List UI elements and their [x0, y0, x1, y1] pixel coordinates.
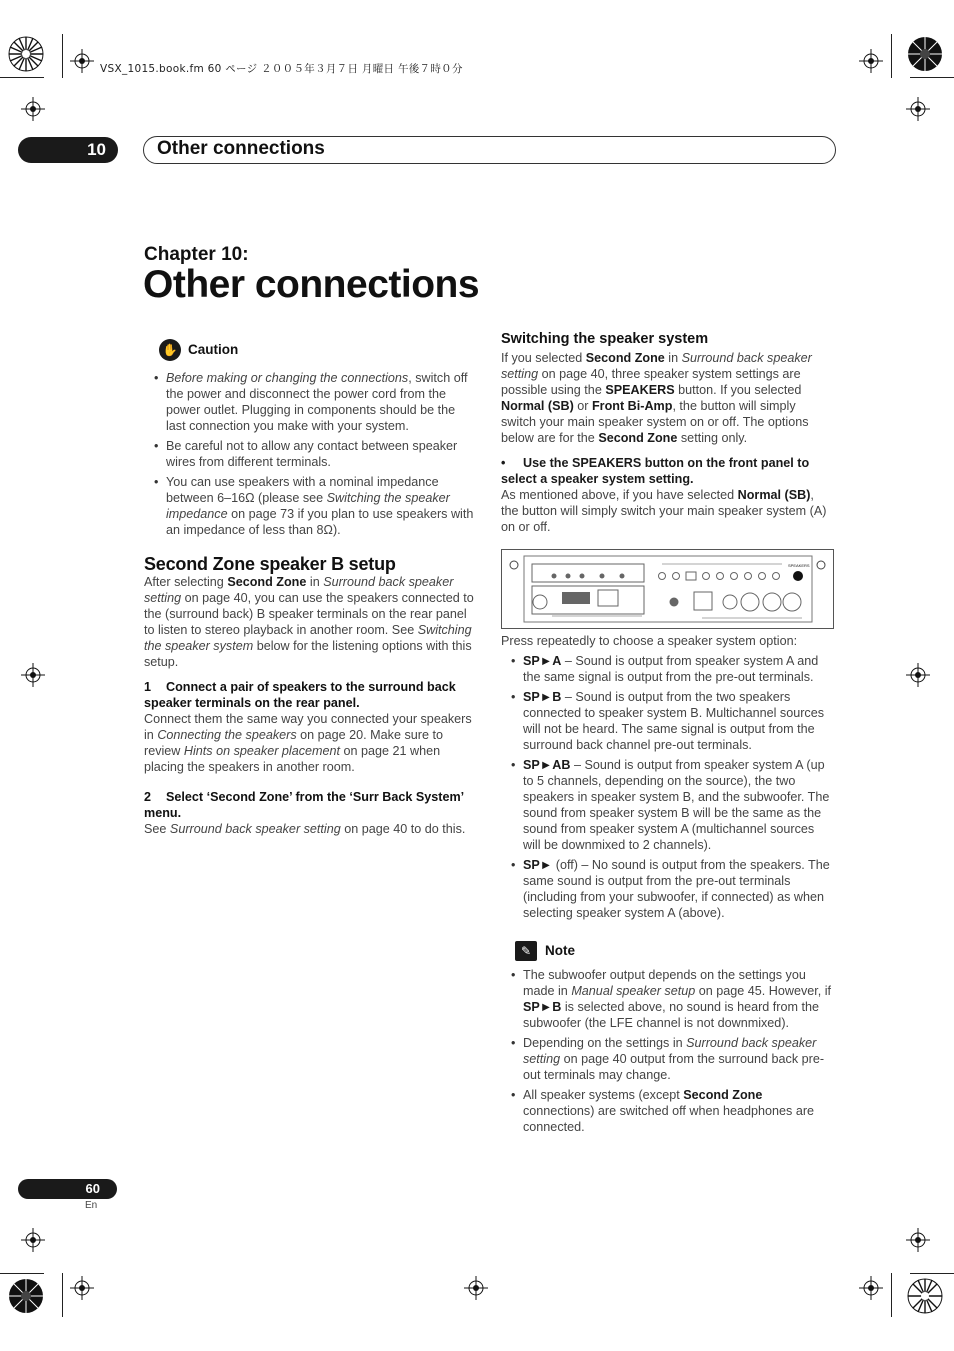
crop-line	[62, 1273, 63, 1317]
page-title: Other connections	[143, 263, 480, 306]
front-panel-drawing	[502, 550, 833, 628]
section-intro: After selecting Second Zone in Surround back speaker setting on page 40, you can use the speakers connected to the (surround back) B speaker terminals on the rear panel to listen to stereo playback in another room. See Switching the speaker system below for the listening options with this setup.	[144, 575, 474, 669]
press-instruction: Press repeatedly to choose a speaker system option:	[501, 634, 798, 648]
step-text: See Surround back speaker setting on page 40 to do this.	[144, 822, 466, 836]
left-column	[144, 338, 478, 837]
list-item: • The subwoofer output depends on the settings you made in Manual speaker setup on page 45. However, if SP►B is selected above, no sound is heard from the subwoofer (the LFE channel is not downmixed).	[501, 967, 834, 1031]
pencil-note-icon: ✎	[515, 941, 537, 961]
crop-line	[0, 1273, 44, 1274]
crosshair-mark-icon	[906, 1228, 930, 1252]
crosshair-mark-icon	[70, 1276, 94, 1300]
note-label: Note	[545, 943, 575, 958]
header-title: Other connections	[157, 138, 325, 159]
list-item: • SP►B – Sound is output from the two speakers connected to speaker system B. Multichannel sources will not be heard. The same signal is output from the surround back channel pre-out terminals.	[501, 689, 834, 753]
section-title: Second Zone speaker B setup	[144, 554, 396, 574]
step-heading: 2 Select ‘Second Zone’ from the ‘Surr Back System’ menu.	[144, 790, 464, 820]
hand-caution-icon: ✋	[159, 339, 181, 361]
registration-starburst-icon	[907, 1278, 943, 1314]
list-item: • All speaker systems (except Second Zone connections) are switched off when headphones are connected.	[501, 1087, 834, 1135]
crosshair-mark-icon	[906, 663, 930, 687]
chapter-label: Chapter 10:	[144, 244, 249, 265]
step-heading: 1 Connect a pair of speakers to the surround back speaker terminals on the rear panel.	[144, 680, 456, 710]
right-column	[501, 331, 834, 1139]
section-title: Switching the speaker system	[501, 331, 709, 347]
section-intro: If you selected Second Zone in Surround back speaker setting on page 40, three speaker system settings are possible using the SPEAKERS button. If you selected Normal (SB) or Front Bi-Amp, the button will simply switch your main speaker system on or off. The options below are for the Second Zone setting only.	[501, 351, 812, 445]
crop-line	[910, 1273, 954, 1274]
list-item: • Depending on the settings in Surround back speaker setting on page 40 output from the surround back pre-out terminals may change.	[501, 1035, 834, 1083]
print-file-info: VSX_1015.book.fm 60 ページ ２００５年３月７日 月曜日 午後７時０分	[100, 63, 463, 75]
crosshair-mark-icon	[21, 97, 45, 121]
list-item: • Before making or changing the connections, switch off the power and disconnect the power cord from the power outlet. Plugging in components should be the last connection you make with your system.	[144, 370, 478, 434]
caution-label: Caution	[188, 342, 239, 357]
crop-line	[0, 77, 44, 78]
crosshair-mark-icon	[906, 97, 930, 121]
list-item: • SP►A – Sound is output from speaker system A and the same signal is output from the pre-out terminals.	[501, 653, 834, 685]
caution-list	[144, 370, 478, 538]
crop-line	[910, 77, 954, 78]
chapter-number-badge: 10	[18, 137, 118, 163]
caution-heading	[159, 338, 478, 362]
step-text: Connect them the same way you connected your speakers in Connecting the speakers on page 20. Make sure to review Hints on speaker placement on page 21 when placing the speakers in another room.	[144, 712, 472, 774]
step-text: As mentioned above, if you have selected Normal (SB), the button will simply switch your main speaker system (A) on or off.	[501, 488, 827, 534]
list-item: • SP► (off) – No sound is output from the speakers. The same sound is output from the pre-out terminals (including from your subwoofer, if connected) as when selecting speaker system A (above).	[501, 857, 834, 921]
list-item: • You can use speakers with a nominal impedance between 6–16Ω (please see Switching the speaker impedance on page 73 if you plan to use speakers with an impedance of less than 8Ω).	[144, 474, 478, 538]
crosshair-mark-icon	[859, 1276, 883, 1300]
note-heading	[515, 941, 834, 961]
receiver-front-panel-illustration	[501, 549, 834, 629]
step-heading: • Use the SPEAKERS button on the front panel to select a speaker system setting.	[501, 456, 810, 486]
list-item: • Be careful not to allow any contact between speaker wires from different terminals.	[144, 438, 478, 470]
page-language: En	[85, 1200, 98, 1211]
registration-starburst-icon	[907, 36, 943, 72]
crop-line	[891, 34, 892, 78]
crop-line	[62, 34, 63, 78]
crop-line	[891, 1273, 892, 1317]
crosshair-mark-icon	[464, 1276, 488, 1300]
crosshair-mark-icon	[859, 49, 883, 73]
registration-starburst-icon	[8, 36, 44, 72]
speaker-option-list	[501, 653, 834, 921]
crosshair-mark-icon	[21, 1228, 45, 1252]
speakers-button-label: SPEAKERS	[788, 563, 810, 568]
list-item: • SP►AB – Sound is output from speaker system A (up to 5 channels, depending on the source), the two speakers in speaker system B, and the subwoofer. The sound from speaker system B will be the same as the sound from speaker system A (multichannel sources will be downmixed to 2 channels).	[501, 757, 834, 853]
crosshair-mark-icon	[21, 663, 45, 687]
page-number: 60	[18, 1179, 117, 1199]
registration-starburst-icon	[8, 1278, 44, 1314]
crosshair-mark-icon	[70, 49, 94, 73]
speakers-button	[793, 571, 803, 581]
note-list	[501, 967, 834, 1135]
